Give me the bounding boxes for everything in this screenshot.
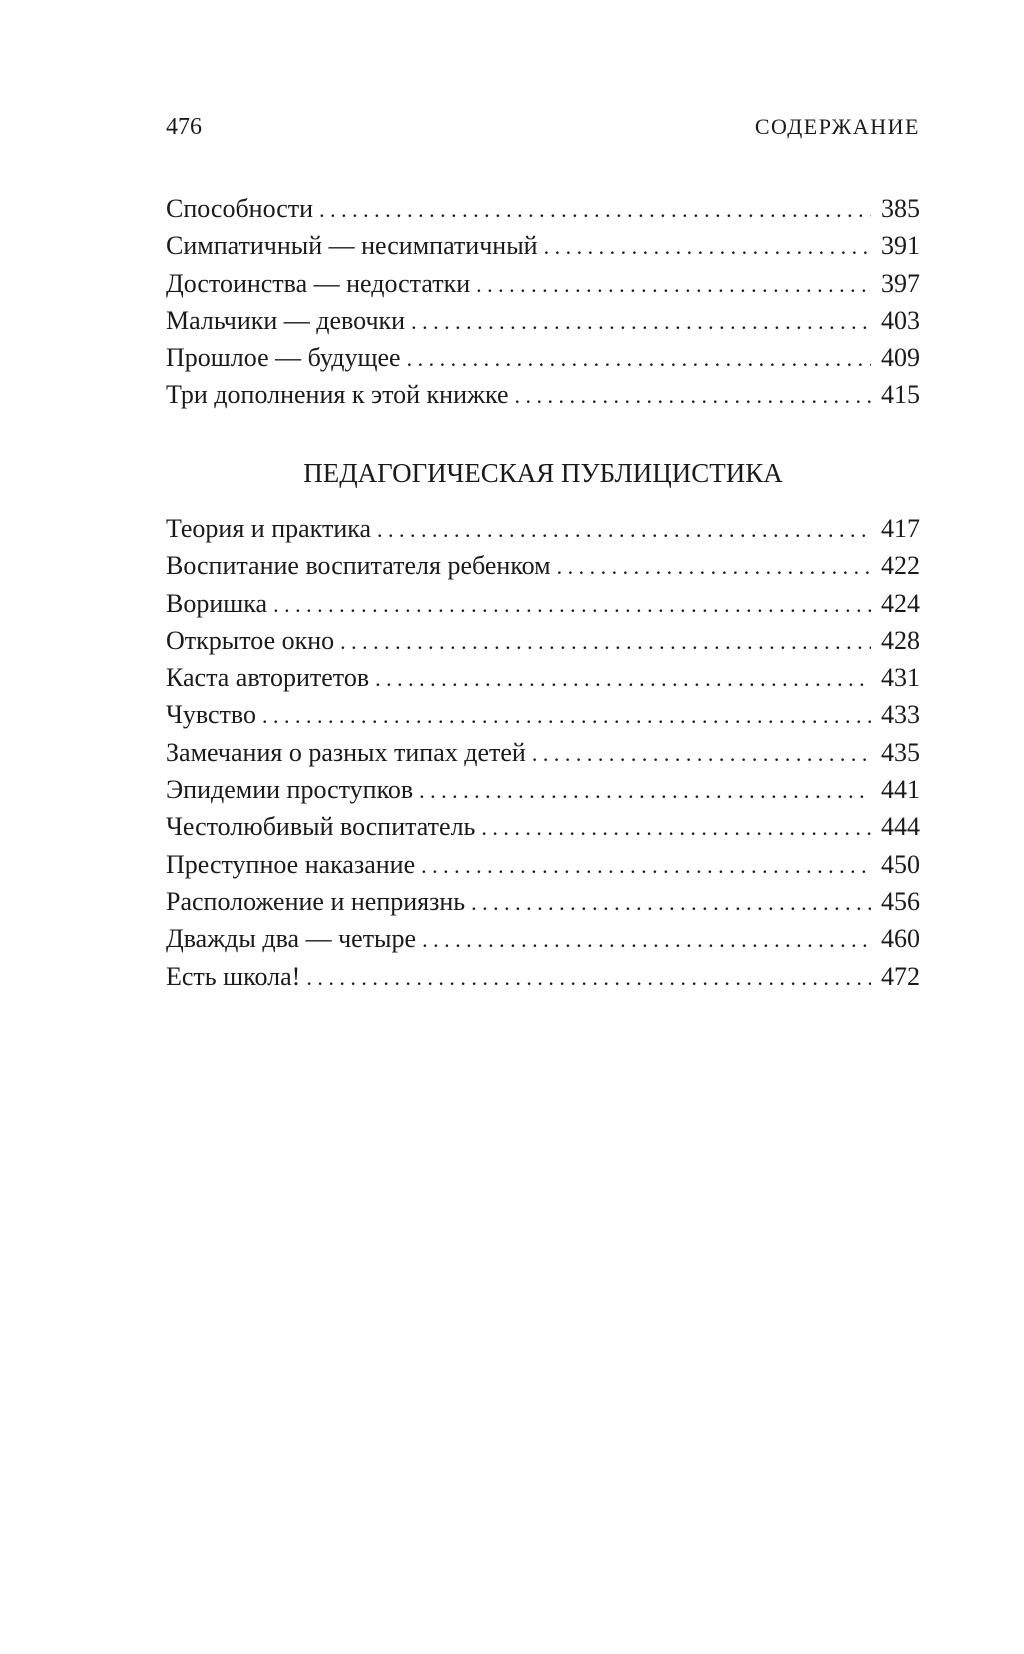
toc-entry-page: 444 <box>881 812 920 842</box>
toc-entry-title: Прошлое — будущее <box>166 343 401 373</box>
toc-entry-title: Способности <box>166 194 314 223</box>
toc-entry-title: Воришка <box>166 588 268 618</box>
toc-entry-title: Достоинства — недостатки <box>166 268 471 298</box>
running-title: СОДЕРЖАНИЕ <box>754 114 920 139</box>
toc-entry-page: 450 <box>881 849 920 879</box>
toc-entry-title: Замечания о разных типах детей <box>166 737 526 767</box>
toc-entry-title: Преступное наказание <box>166 849 416 879</box>
dot-leader <box>375 660 871 697</box>
toc-entry[interactable] <box>166 339 920 376</box>
dot-leader <box>476 266 871 303</box>
toc-entry-title: Честолюбивый воспитатель <box>166 812 476 842</box>
toc-entry[interactable] <box>166 659 920 696</box>
toc-entry-title: Три дополнения к этой книжке <box>166 380 509 410</box>
dot-leader <box>273 586 871 623</box>
dot-leader <box>262 697 871 734</box>
dot-leader <box>422 921 871 958</box>
toc-entry[interactable] <box>166 958 920 995</box>
toc-entry[interactable] <box>166 190 920 227</box>
toc-list-part2 <box>166 510 920 995</box>
toc-entry[interactable] <box>166 376 920 413</box>
toc-entry[interactable] <box>166 771 920 808</box>
toc-entry[interactable] <box>166 265 920 302</box>
toc-entry-title: Симпатичный — несимпатичный <box>166 231 538 261</box>
toc-entry-page: 422 <box>881 551 920 581</box>
toc-entry[interactable] <box>166 227 920 264</box>
dot-leader <box>421 847 871 884</box>
page-number: 476 <box>166 114 202 140</box>
toc-entry-title: Открытое окно <box>166 625 335 655</box>
toc-entry-page: 424 <box>881 588 920 618</box>
toc-entry-page: 435 <box>881 737 920 767</box>
toc-entry[interactable] <box>166 585 920 622</box>
toc-entry-title: Расположение и неприязнь <box>166 886 466 916</box>
toc-entry-page: 409 <box>881 343 920 373</box>
toc-entry[interactable] <box>166 547 920 584</box>
dot-leader <box>377 511 871 548</box>
dot-leader <box>411 303 871 340</box>
toc-entry[interactable] <box>166 846 920 883</box>
toc-entry-title: Эпидемии проступков <box>166 775 414 805</box>
toc-entry[interactable] <box>166 696 920 733</box>
toc-entry-page: 441 <box>881 775 920 805</box>
toc-entry-page: 391 <box>881 231 920 261</box>
dot-leader <box>544 228 871 265</box>
toc-entry-page: 456 <box>881 886 920 916</box>
section-heading: ПЕДАГОГИЧЕСКАЯ ПУБЛИЦИСТИКА <box>303 458 783 488</box>
toc-entry-page: 417 <box>881 514 920 543</box>
toc-entry-page: 385 <box>881 194 920 223</box>
toc-entry-title: Каста авторитетов <box>166 663 370 693</box>
toc-entry[interactable] <box>166 622 920 659</box>
toc-entry[interactable] <box>166 920 920 957</box>
toc-entry-page: 472 <box>881 961 920 991</box>
toc-entry-page: 403 <box>881 305 920 335</box>
toc-entry-title: Чувство <box>166 700 257 730</box>
toc-entry-page: 460 <box>881 924 920 954</box>
dot-leader <box>481 809 871 846</box>
dot-leader <box>532 735 871 772</box>
toc-entry-page: 397 <box>881 268 920 298</box>
toc-entry-title: Есть школа! <box>166 961 301 991</box>
toc-entry[interactable] <box>166 510 920 547</box>
dot-leader <box>419 772 871 809</box>
dot-leader <box>515 377 872 414</box>
toc-entry-title: Воспитание воспитателя ребенком <box>166 551 551 581</box>
toc-entry-title: Дважды два — четыре <box>166 924 417 954</box>
toc-list-part1 <box>166 190 920 414</box>
toc-entry-page: 431 <box>881 663 920 693</box>
dot-leader <box>471 884 871 921</box>
toc-entry-page: 415 <box>881 380 920 410</box>
dot-leader <box>557 548 871 585</box>
toc-entry-page: 433 <box>881 700 920 730</box>
dot-leader <box>407 340 871 377</box>
dot-leader <box>306 959 871 996</box>
toc-entry[interactable] <box>166 808 920 845</box>
toc-entry[interactable] <box>166 302 920 339</box>
toc-entry[interactable] <box>166 734 920 771</box>
toc-entry-title: Мальчики — девочки <box>166 305 406 335</box>
toc-entry-title: Теория и практика <box>166 514 372 543</box>
dot-leader <box>340 623 871 660</box>
dot-leader <box>319 191 871 228</box>
toc-entry-page: 428 <box>881 625 920 655</box>
page-header <box>166 114 920 146</box>
toc-entry[interactable] <box>166 883 920 920</box>
